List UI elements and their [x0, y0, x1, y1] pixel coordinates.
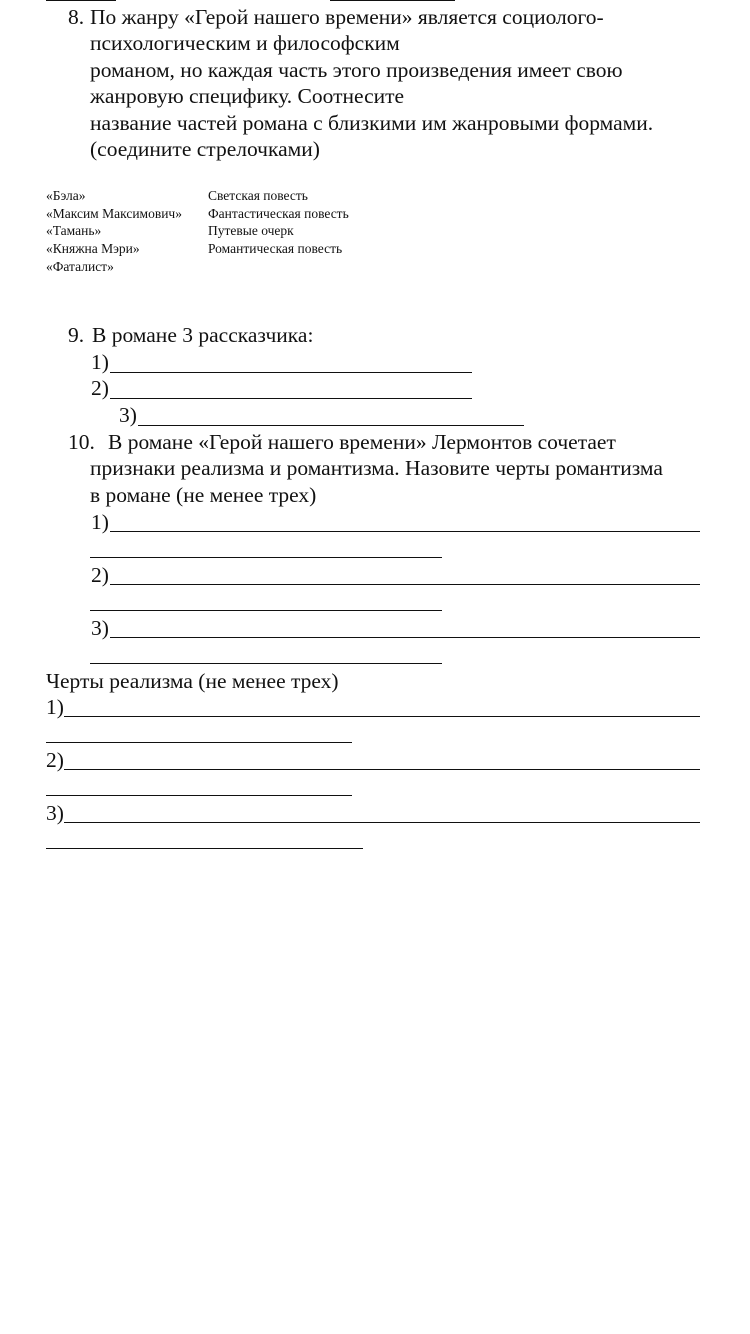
q10-answer-line-3a[interactable]: [110, 637, 700, 638]
q9-item-2-label: 2): [91, 376, 109, 400]
realism-heading: Черты реализма (не менее трех): [46, 669, 339, 693]
question-9-number: 9.: [68, 323, 85, 347]
q10-answer-line-1a[interactable]: [110, 531, 700, 532]
q10-answer-line-3b[interactable]: [90, 663, 442, 664]
q9-answer-line-2[interactable]: [110, 398, 472, 399]
genre-svetskaya: Светская повесть: [208, 188, 308, 203]
part-fatalist: «Фаталист»: [46, 259, 114, 274]
realism-item-3-label: 3): [46, 801, 64, 825]
realism-answer-line-1a[interactable]: [64, 716, 700, 717]
part-knyazhna-meri: «Княжна Мэри»: [46, 241, 140, 256]
realism-item-1-label: 1): [46, 695, 64, 719]
genre-romanticheskaya: Романтическая повесть: [208, 241, 343, 256]
q10-item-1-label: 1): [91, 510, 109, 534]
question-8-line-1: По жанру «Герой нашего времени» является социолого-: [90, 5, 604, 29]
realism-answer-line-3a[interactable]: [64, 822, 700, 823]
q10-item-3-label: 3): [91, 616, 109, 640]
realism-item-2-label: 2): [46, 748, 64, 772]
part-bela: «Бэла»: [46, 188, 86, 203]
q10-answer-line-2b[interactable]: [90, 610, 442, 611]
q10-item-2-label: 2): [91, 563, 109, 587]
q10-answer-line-1b[interactable]: [90, 557, 442, 558]
realism-answer-line-2b[interactable]: [46, 795, 352, 796]
q9-item-3-label: 3): [119, 403, 137, 427]
q9-answer-line-1[interactable]: [110, 372, 472, 373]
genre-putevye: Путевые очерк: [208, 223, 294, 238]
top-divider-left: [46, 0, 116, 1]
realism-answer-line-1b[interactable]: [46, 742, 352, 743]
question-10-number: 10.: [68, 430, 95, 454]
q9-item-1-label: 1): [91, 350, 109, 374]
question-8-line-2: психологическим и философским: [90, 31, 400, 55]
realism-answer-line-3b[interactable]: [46, 848, 363, 849]
part-maksim-maksimovich: «Максим Максимович»: [46, 206, 182, 221]
question-10-line-2: признаки реализма и романтизма. Назовите черты романтизма: [90, 456, 663, 480]
question-8-line-4: жанровую специфику. Соотнесите: [90, 84, 405, 108]
top-divider-right: [330, 0, 455, 1]
question-8-line-6: (соедините стрелочками): [90, 137, 320, 161]
genre-fantasticheskaya: Фантастическая повесть: [208, 206, 349, 221]
realism-answer-line-2a[interactable]: [64, 769, 700, 770]
q10-answer-line-2a[interactable]: [110, 584, 700, 585]
question-8-line-5: название частей романа с близкими им жанровыми формами.: [90, 111, 654, 135]
part-taman: «Тамань»: [46, 223, 102, 238]
question-8-line-3: романом, но каждая часть этого произведения имеет свою: [90, 58, 623, 82]
question-10-line-1: В романе «Герой нашего времени» Лермонтов сочетает: [108, 430, 616, 454]
q9-answer-line-3[interactable]: [138, 425, 524, 426]
question-9-text: В романе 3 рассказчика:: [92, 323, 314, 347]
question-8-number: 8.: [68, 5, 85, 29]
question-10-line-3: в романе (не менее трех): [90, 483, 317, 507]
